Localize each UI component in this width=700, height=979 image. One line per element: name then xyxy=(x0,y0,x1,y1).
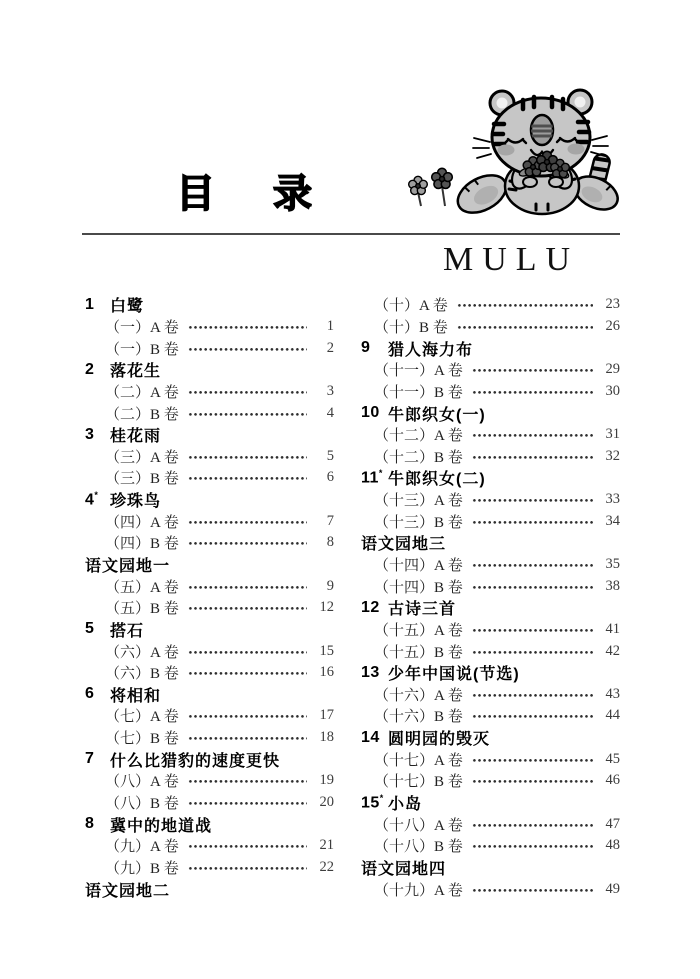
item-label: （八）A 卷 xyxy=(105,774,179,791)
item-page-number: 5 xyxy=(326,447,334,464)
section-number: 3 xyxy=(85,425,95,443)
item-label: （十八）A 卷 xyxy=(374,817,463,834)
item-label: （六）B 卷 xyxy=(105,666,179,683)
toc xyxy=(85,294,620,900)
item-page-number: 1 xyxy=(326,317,334,334)
dot-leader xyxy=(472,692,593,699)
flower-icon xyxy=(432,168,453,206)
toc-item xyxy=(85,792,334,814)
star-marker: * xyxy=(378,468,383,479)
dot-leader xyxy=(457,302,593,309)
toc-section xyxy=(85,294,334,316)
section-title: 语文园地一 xyxy=(85,558,171,576)
item-page-number: 38 xyxy=(605,577,620,594)
toc-section xyxy=(85,684,334,706)
item-label: （七）A 卷 xyxy=(105,709,179,726)
item-label: （十八）B 卷 xyxy=(374,839,463,856)
dot-leader xyxy=(188,778,307,785)
toc-section xyxy=(85,748,334,770)
toc-item xyxy=(361,316,620,338)
item-page-number: 31 xyxy=(605,426,620,443)
toc-item xyxy=(361,445,620,467)
header-divider xyxy=(82,233,620,235)
section-number: 12 xyxy=(361,598,380,616)
item-page-number: 18 xyxy=(319,729,334,746)
item-page-number: 15 xyxy=(319,642,334,659)
item-label: （十六）A 卷 xyxy=(374,687,463,704)
item-label: （十三）A 卷 xyxy=(374,493,463,510)
section-number: 4* xyxy=(85,489,99,509)
toc-item xyxy=(85,575,334,597)
page-subtitle: MULU xyxy=(443,241,580,278)
dot-leader xyxy=(472,627,593,634)
item-page-number: 17 xyxy=(319,707,334,724)
item-label: （十四）B 卷 xyxy=(374,579,463,596)
section-title: 珍珠鸟 xyxy=(110,493,162,511)
toc-section xyxy=(361,402,620,424)
section-title: 搭石 xyxy=(110,622,145,640)
item-page-number: 49 xyxy=(605,880,620,897)
toc-section xyxy=(361,467,620,489)
section-title: 将相和 xyxy=(110,687,162,705)
dot-leader xyxy=(472,562,593,569)
toc-item xyxy=(85,532,334,554)
toc-item xyxy=(85,445,334,467)
toc-item xyxy=(361,510,620,532)
section-number: 2 xyxy=(85,360,95,378)
toc-column-right xyxy=(361,294,620,900)
dot-leader xyxy=(472,778,593,785)
item-label: （三）A 卷 xyxy=(105,449,179,466)
section-title: 少年中国说(节选) xyxy=(388,666,520,684)
item-page-number: 2 xyxy=(326,339,334,356)
toc-item xyxy=(85,510,334,532)
section-number: 11* xyxy=(361,468,383,487)
toc-item xyxy=(361,294,620,316)
item-page-number: 45 xyxy=(605,750,620,767)
item-page-number: 42 xyxy=(605,642,620,659)
item-page-number: 22 xyxy=(319,858,334,875)
item-label: （五）B 卷 xyxy=(105,601,179,618)
dot-leader xyxy=(188,605,307,612)
toc-item xyxy=(361,424,620,446)
item-label: （六）A 卷 xyxy=(105,644,179,661)
flower-icon xyxy=(409,176,428,206)
dot-leader xyxy=(472,649,593,656)
section-title: 落花生 xyxy=(110,363,162,381)
section-number: 10 xyxy=(361,404,380,422)
toc-item xyxy=(361,748,620,770)
section-title: 白鹭 xyxy=(110,298,145,316)
dot-leader xyxy=(188,324,307,331)
section-title: 冀中的地道战 xyxy=(110,817,213,835)
item-label: （十七）B 卷 xyxy=(374,774,463,791)
dot-leader xyxy=(472,389,593,396)
toc-section xyxy=(85,359,334,381)
dot-leader xyxy=(188,584,307,591)
dot-leader xyxy=(188,649,307,656)
dot-leader xyxy=(188,519,307,526)
toc-item xyxy=(361,554,620,576)
dot-leader xyxy=(472,432,593,439)
toc-item xyxy=(85,640,334,662)
item-label: （十四）A 卷 xyxy=(374,558,463,574)
dot-leader xyxy=(472,584,593,591)
item-label: （十）B 卷 xyxy=(374,319,448,336)
section-number: 8 xyxy=(85,815,95,833)
dot-leader xyxy=(472,757,593,764)
toc-item xyxy=(85,337,334,359)
star-marker: * xyxy=(379,792,384,803)
section-title: 小岛 xyxy=(388,796,423,814)
toc-section xyxy=(85,489,334,511)
dot-leader xyxy=(472,713,593,720)
item-page-number: 12 xyxy=(319,599,334,616)
toc-section xyxy=(85,619,334,641)
toc-item xyxy=(85,597,334,619)
dot-leader xyxy=(188,800,307,807)
dot-leader xyxy=(188,670,307,677)
dot-leader xyxy=(188,735,307,742)
section-number: 15* xyxy=(361,792,384,812)
page-title: 目录 xyxy=(176,173,371,216)
toc-section xyxy=(85,878,334,900)
item-label: （十一）B 卷 xyxy=(374,384,463,401)
dot-leader xyxy=(188,389,307,396)
toc-section xyxy=(85,424,334,446)
dot-leader xyxy=(472,454,593,461)
item-label: （十七）A 卷 xyxy=(374,752,463,769)
item-page-number: 4 xyxy=(326,404,334,421)
toc-item xyxy=(361,359,620,381)
section-number: 13 xyxy=(361,663,380,681)
toc-item xyxy=(361,813,620,835)
section-number: 5 xyxy=(85,620,95,638)
item-label: （八）B 卷 xyxy=(105,796,179,813)
item-page-number: 44 xyxy=(605,707,620,724)
item-page-number: 6 xyxy=(326,469,334,486)
toc-item xyxy=(361,684,620,706)
toc-item xyxy=(85,857,334,879)
item-page-number: 23 xyxy=(605,296,620,313)
item-page-number: 26 xyxy=(605,317,620,334)
toc-item xyxy=(361,705,620,727)
item-label: （十二）B 卷 xyxy=(374,449,463,466)
item-page-number: 3 xyxy=(326,382,334,399)
dot-leader xyxy=(188,865,307,872)
toc-item xyxy=(85,316,334,338)
item-label: （七）B 卷 xyxy=(105,731,179,748)
dot-leader xyxy=(188,475,307,482)
toc-section xyxy=(361,337,620,359)
item-page-number: 43 xyxy=(605,685,620,702)
dot-leader xyxy=(472,843,593,850)
toc-section xyxy=(361,792,620,814)
dot-leader xyxy=(188,713,307,720)
dot-leader xyxy=(472,822,593,829)
toc-item xyxy=(85,402,334,424)
toc-item xyxy=(85,770,334,792)
section-title: 牛郎织女(二) xyxy=(388,471,486,489)
toc-section xyxy=(361,662,620,684)
toc-section xyxy=(361,857,620,879)
item-label: （二）A 卷 xyxy=(105,384,179,401)
dot-leader xyxy=(188,346,307,353)
section-number: 7 xyxy=(85,750,95,768)
toc-item xyxy=(85,381,334,403)
star-marker: * xyxy=(94,489,99,500)
section-title: 什么比猎豹的速度更快 xyxy=(110,752,281,770)
toc-section xyxy=(361,597,620,619)
item-label: （三）B 卷 xyxy=(105,471,179,488)
toc-column-left xyxy=(85,294,334,900)
toc-item xyxy=(85,467,334,489)
dot-leader xyxy=(457,324,593,331)
item-label: （九）A 卷 xyxy=(105,839,179,856)
item-label: （一）B 卷 xyxy=(105,341,179,358)
section-title: 语文园地四 xyxy=(361,860,447,878)
item-page-number: 34 xyxy=(605,512,620,529)
toc-item xyxy=(85,662,334,684)
toc-item xyxy=(361,489,620,511)
section-title: 桂花雨 xyxy=(110,428,162,446)
toc-item xyxy=(361,640,620,662)
item-page-number: 19 xyxy=(319,772,334,789)
toc-item xyxy=(85,727,334,749)
section-title: 古诗三首 xyxy=(388,601,457,619)
toc-item xyxy=(361,835,620,857)
section-number: 6 xyxy=(85,685,95,703)
toc-item xyxy=(361,619,620,641)
item-label: （十）A 卷 xyxy=(374,298,448,315)
item-label: （十二）A 卷 xyxy=(374,428,463,445)
item-label: （四）B 卷 xyxy=(105,536,179,553)
item-page-number: 41 xyxy=(605,620,620,637)
dot-leader xyxy=(472,519,593,526)
item-label: （十九）A 卷 xyxy=(374,882,463,899)
item-page-number: 8 xyxy=(326,534,334,551)
item-page-number: 7 xyxy=(326,512,334,529)
toc-section xyxy=(85,813,334,835)
section-title: 语文园地二 xyxy=(85,882,171,900)
dot-leader xyxy=(472,497,593,504)
section-title: 语文园地三 xyxy=(361,536,447,554)
dot-leader xyxy=(188,843,307,850)
item-page-number: 33 xyxy=(605,491,620,508)
tiger-illustration xyxy=(400,82,632,230)
toc-item xyxy=(361,770,620,792)
toc-section xyxy=(85,554,334,576)
toc-item xyxy=(361,878,620,900)
toc-item xyxy=(361,575,620,597)
item-page-number: 20 xyxy=(319,794,334,811)
item-page-number: 21 xyxy=(319,837,334,854)
toc-section xyxy=(361,532,620,554)
item-page-number: 9 xyxy=(326,577,334,594)
section-title: 猎人海力布 xyxy=(388,341,474,359)
item-label: （十五）B 卷 xyxy=(374,644,463,661)
tiger-foot xyxy=(452,168,513,221)
item-page-number: 46 xyxy=(605,772,620,789)
item-page-number: 30 xyxy=(605,382,620,399)
item-label: （九）B 卷 xyxy=(105,860,179,877)
toc-section xyxy=(361,727,620,749)
item-label: （十一）A 卷 xyxy=(374,363,463,380)
item-label: （一）A 卷 xyxy=(105,319,179,336)
item-label: （十三）B 卷 xyxy=(374,514,463,531)
toc-item xyxy=(85,835,334,857)
section-number: 9 xyxy=(361,339,371,357)
item-label: （十五）A 卷 xyxy=(374,622,463,639)
section-number: 1 xyxy=(85,295,95,313)
item-page-number: 48 xyxy=(605,837,620,854)
dot-leader xyxy=(188,454,307,461)
item-label: （四）A 卷 xyxy=(105,514,179,531)
section-title: 圆明园的毁灭 xyxy=(388,731,491,749)
item-page-number: 47 xyxy=(605,815,620,832)
toc-item xyxy=(361,381,620,403)
dot-leader xyxy=(188,540,307,547)
toc-item xyxy=(85,705,334,727)
dot-leader xyxy=(472,367,593,374)
item-label: （五）A 卷 xyxy=(105,579,179,596)
section-title: 牛郎织女(一) xyxy=(388,406,486,424)
dot-leader xyxy=(472,887,593,894)
item-label: （二）B 卷 xyxy=(105,406,179,423)
section-number: 14 xyxy=(361,728,380,746)
item-label: （十六）B 卷 xyxy=(374,709,463,726)
item-page-number: 32 xyxy=(605,447,620,464)
item-page-number: 16 xyxy=(319,664,334,681)
dot-leader xyxy=(188,411,307,418)
item-page-number: 29 xyxy=(605,361,620,378)
item-page-number: 35 xyxy=(605,556,620,572)
